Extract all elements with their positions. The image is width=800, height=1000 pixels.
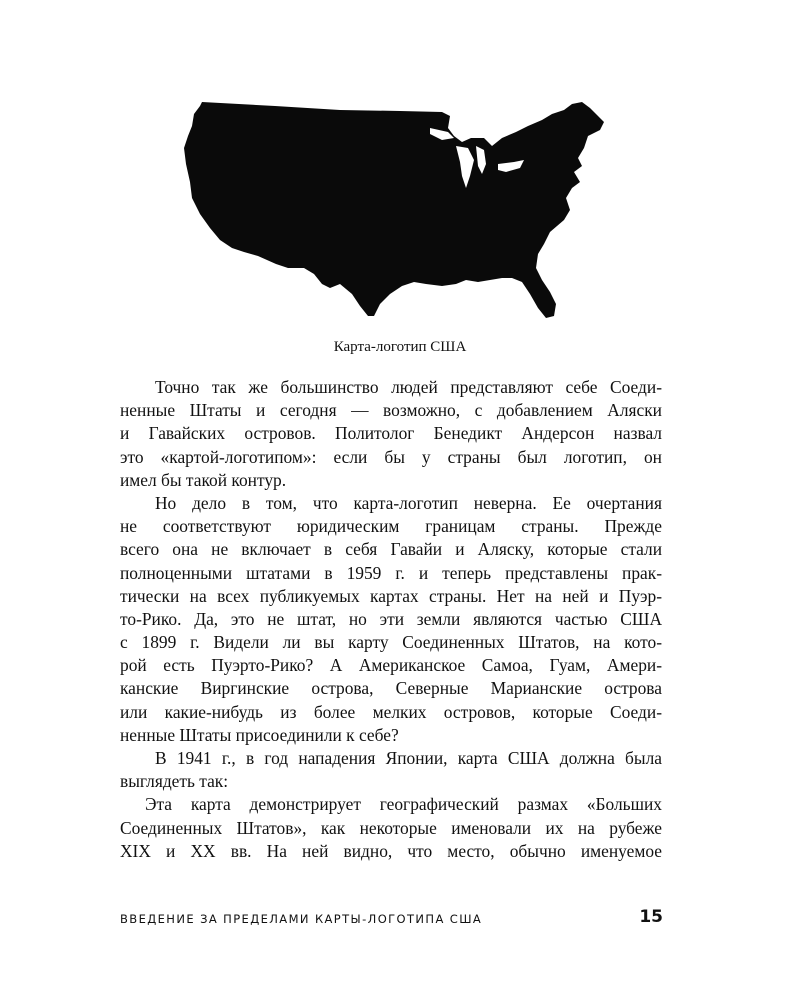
usa-silhouette-map — [180, 102, 605, 320]
text-line: не соответствуют юридическим границам страны. Прежде — [120, 516, 662, 537]
text-line: всего она не включает в себя Гавайи и Аляску, которые стали — [120, 539, 662, 560]
text-line: канские Виргинские острова, Северные Марианские острова — [120, 678, 662, 699]
text-line: выглядеть так: — [120, 771, 229, 792]
text-line: тически на всех публикуемых картах страны. Нет на ней и Пуэр- — [120, 585, 662, 606]
text-line: имел бы такой контур. — [120, 469, 287, 490]
text-line: ненные Штаты и сегодня — возможно, с добавлением Аляски — [120, 400, 662, 421]
usa-map-figure — [180, 102, 605, 320]
text-line: Соединенных Штатов», как некоторые именовали их на рубеже — [120, 817, 662, 838]
text-line: полноценными штатами в 1959 г. и теперь представлены прак- — [120, 562, 662, 583]
body-text — [120, 376, 662, 863]
text-line: или какие-нибудь из более мелких островов, которые Соеди- — [120, 701, 662, 722]
text-line: с 1899 г. Видели ли вы карту Соединенных Штатов, на кото- — [120, 632, 662, 653]
text-line: Точно так же большинство людей представляют себе Соеди- — [155, 377, 662, 397]
text-line: В 1941 г., в год нападения Японии, карта США должна была — [155, 748, 662, 768]
text-line: то-Рико. Да, это не штат, но эти земли являются частью США — [120, 608, 662, 629]
running-head: ВВЕДЕНИЕ ЗА ПРЕДЕЛАМИ КАРТЫ-ЛОГОТИПА США — [120, 912, 483, 926]
text-line: и Гавайских островов. Политолог Бенедикт Андерсон назвал — [120, 423, 662, 444]
text-line: рой есть Пуэрто-Рико? А Американское Самоа, Гуам, Амери- — [120, 655, 662, 676]
page-number: 15 — [639, 907, 663, 927]
text-line: ненные Штаты присоединили к себе? — [120, 724, 399, 745]
text-line: Но дело в том, что карта-логотип неверна. Ее очертания — [155, 492, 662, 513]
text-line: Эта карта демонстрирует географический размах «Больших — [145, 794, 662, 815]
figure-caption: Карта-логотип США — [333, 339, 467, 355]
text-line: это «картой-логотипом»: если бы у страны был логотип, он — [120, 446, 662, 467]
text-line: XIX и XX вв. На ней видно, что место, обычно именуемое — [120, 840, 662, 861]
